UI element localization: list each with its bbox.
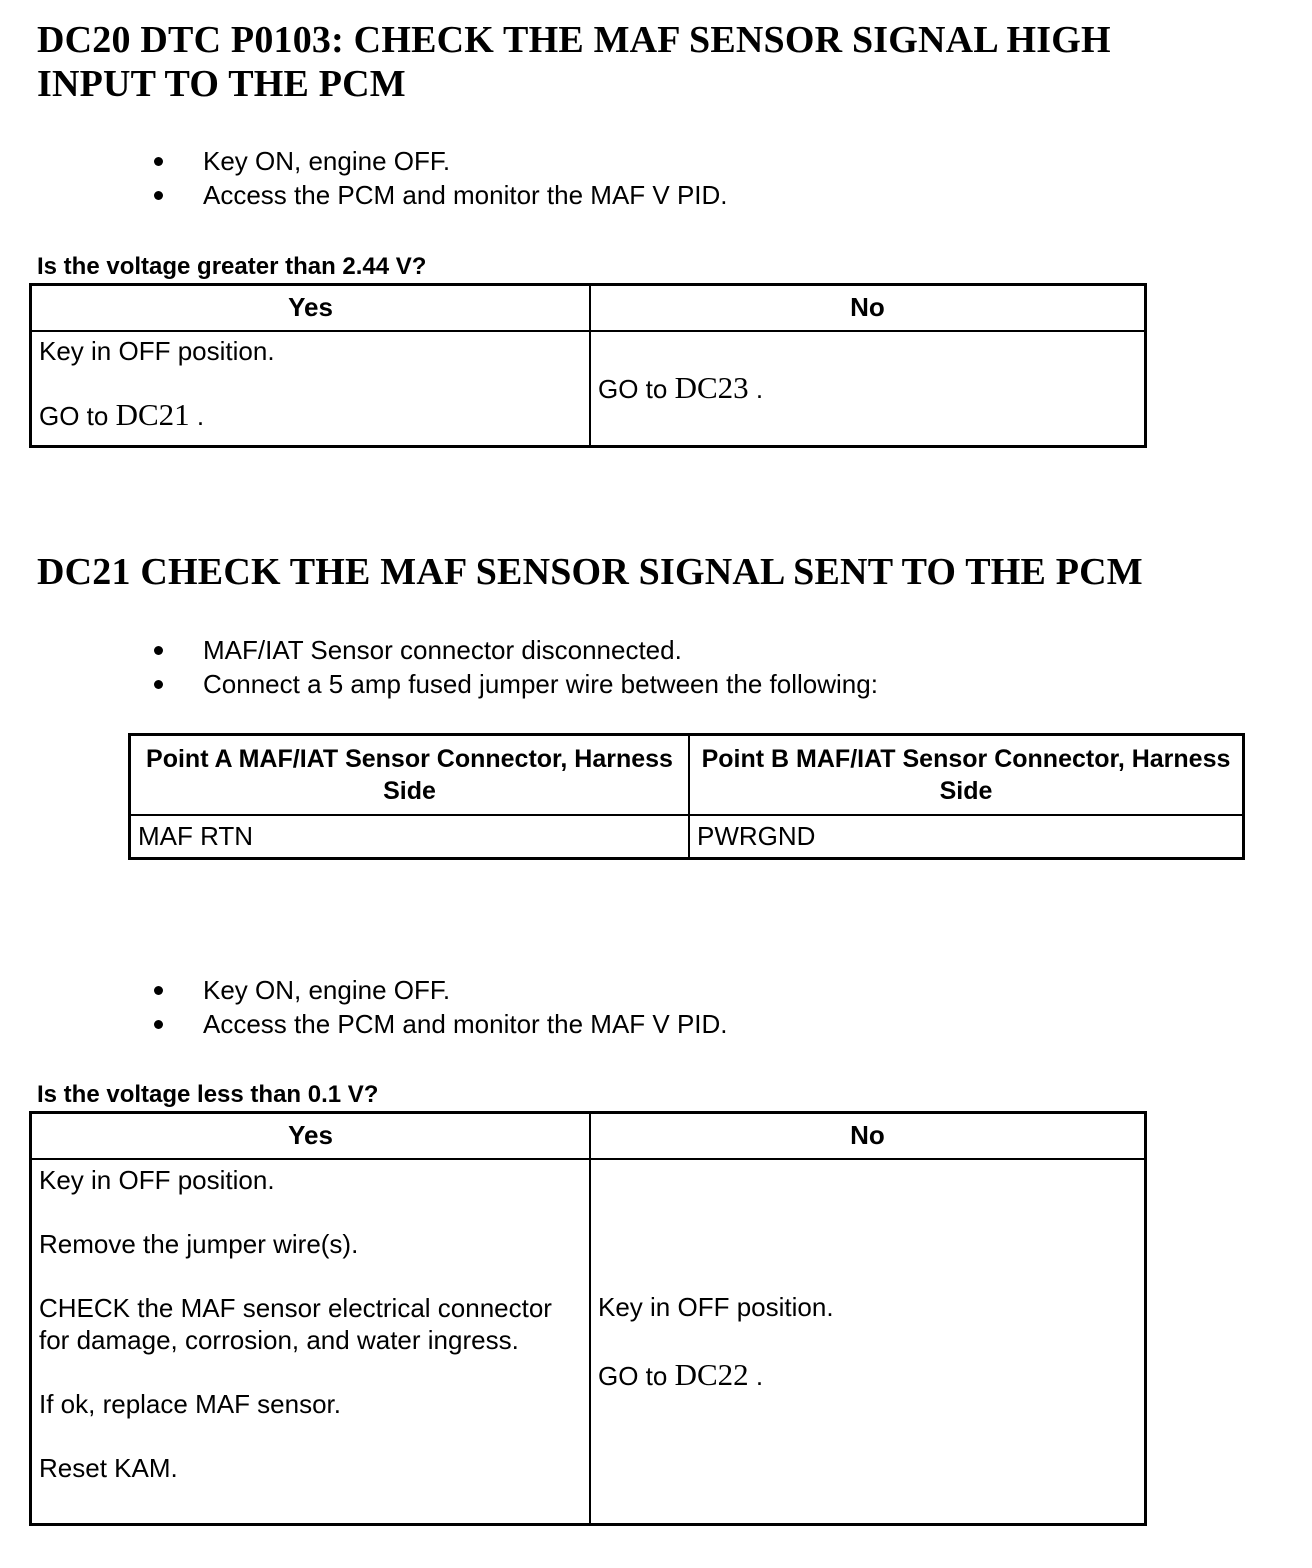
instruction-text: Key in OFF position.	[39, 1164, 275, 1195]
go-prefix: GO to	[598, 374, 668, 405]
no-cell	[590, 331, 1146, 447]
point-b-value: PWRGND	[689, 815, 1244, 859]
yes-header: Yes	[31, 285, 591, 331]
dc20-title-line2: INPUT TO THE PCM	[37, 63, 406, 105]
dc21-title: DC21 CHECK THE MAF SENSOR SIGNAL SENT TO THE PCM	[37, 551, 1143, 593]
list-item	[150, 633, 878, 667]
yes-header: Yes	[31, 1113, 591, 1159]
go-prefix: GO to	[39, 400, 109, 431]
dc20-decision-table	[29, 283, 1147, 448]
list-item	[150, 1007, 728, 1041]
list-item	[150, 667, 878, 701]
step-text: Access the PCM and monitor the MAF V PID.	[203, 180, 728, 210]
step-text: Key ON, engine OFF.	[203, 146, 451, 176]
go-to-instruction	[598, 1356, 1137, 1392]
point-a-value: MAF RTN	[130, 815, 690, 859]
go-to-dc22-link[interactable]: DC22	[674, 1356, 749, 1392]
list-item	[150, 973, 728, 1007]
no-header: No	[590, 285, 1146, 331]
yes-cell	[31, 331, 591, 447]
step-text: Connect a 5 amp fused jumper wire between the following:	[203, 669, 878, 699]
list-item	[150, 144, 728, 178]
go-to-instruction	[39, 397, 582, 433]
go-to-dc23-link[interactable]: DC23	[674, 370, 749, 406]
dc20-steps	[150, 144, 728, 212]
dc21-steps-a	[150, 633, 878, 701]
no-header: No	[590, 1113, 1146, 1159]
instruction-text: CHECK the MAF sensor electrical connector for damage, corrosion, and water ingress.	[39, 1292, 552, 1355]
bullet-icon	[154, 157, 163, 166]
instruction-text: Key in OFF position.	[598, 1291, 834, 1322]
bullet-icon	[154, 646, 163, 655]
dc21-question: Is the voltage less than 0.1 V?	[37, 1081, 379, 1108]
go-prefix: GO to	[598, 1360, 668, 1391]
point-a-header: Point A MAF/IAT Sensor Connector, Harness Side	[130, 735, 690, 815]
go-suffix: .	[196, 400, 205, 431]
jumper-wire-table	[128, 733, 1245, 860]
instruction-text: Reset KAM.	[39, 1452, 178, 1483]
bullet-icon	[154, 191, 163, 200]
step-text: Access the PCM and monitor the MAF V PID.	[203, 1009, 728, 1039]
step-text: MAF/IAT Sensor connector disconnected.	[203, 635, 682, 665]
dc20-question: Is the voltage greater than 2.44 V?	[37, 253, 427, 280]
dc20-title-line1: DC20 DTC P0103: CHECK THE MAF SENSOR SIGNAL HIGH	[37, 19, 1111, 61]
dc21-decision-table	[29, 1111, 1147, 1526]
list-item	[150, 178, 728, 212]
instruction-text: Key in OFF position.	[39, 335, 275, 366]
no-cell	[590, 1159, 1146, 1525]
go-to-dc21-link[interactable]: DC21	[115, 396, 190, 432]
bullet-icon	[154, 1020, 163, 1029]
go-suffix: .	[755, 1360, 764, 1391]
yes-cell	[31, 1159, 591, 1525]
dc20-title	[37, 18, 1111, 106]
bullet-icon	[154, 680, 163, 689]
dc21-steps-b	[150, 973, 728, 1041]
step-text: Key ON, engine OFF.	[203, 975, 451, 1005]
instruction-text: Remove the jumper wire(s).	[39, 1228, 359, 1259]
instruction-text: If ok, replace MAF sensor.	[39, 1388, 342, 1419]
go-suffix: .	[755, 374, 764, 405]
point-b-header: Point B MAF/IAT Sensor Connector, Harness Side	[689, 735, 1244, 815]
bullet-icon	[154, 986, 163, 995]
